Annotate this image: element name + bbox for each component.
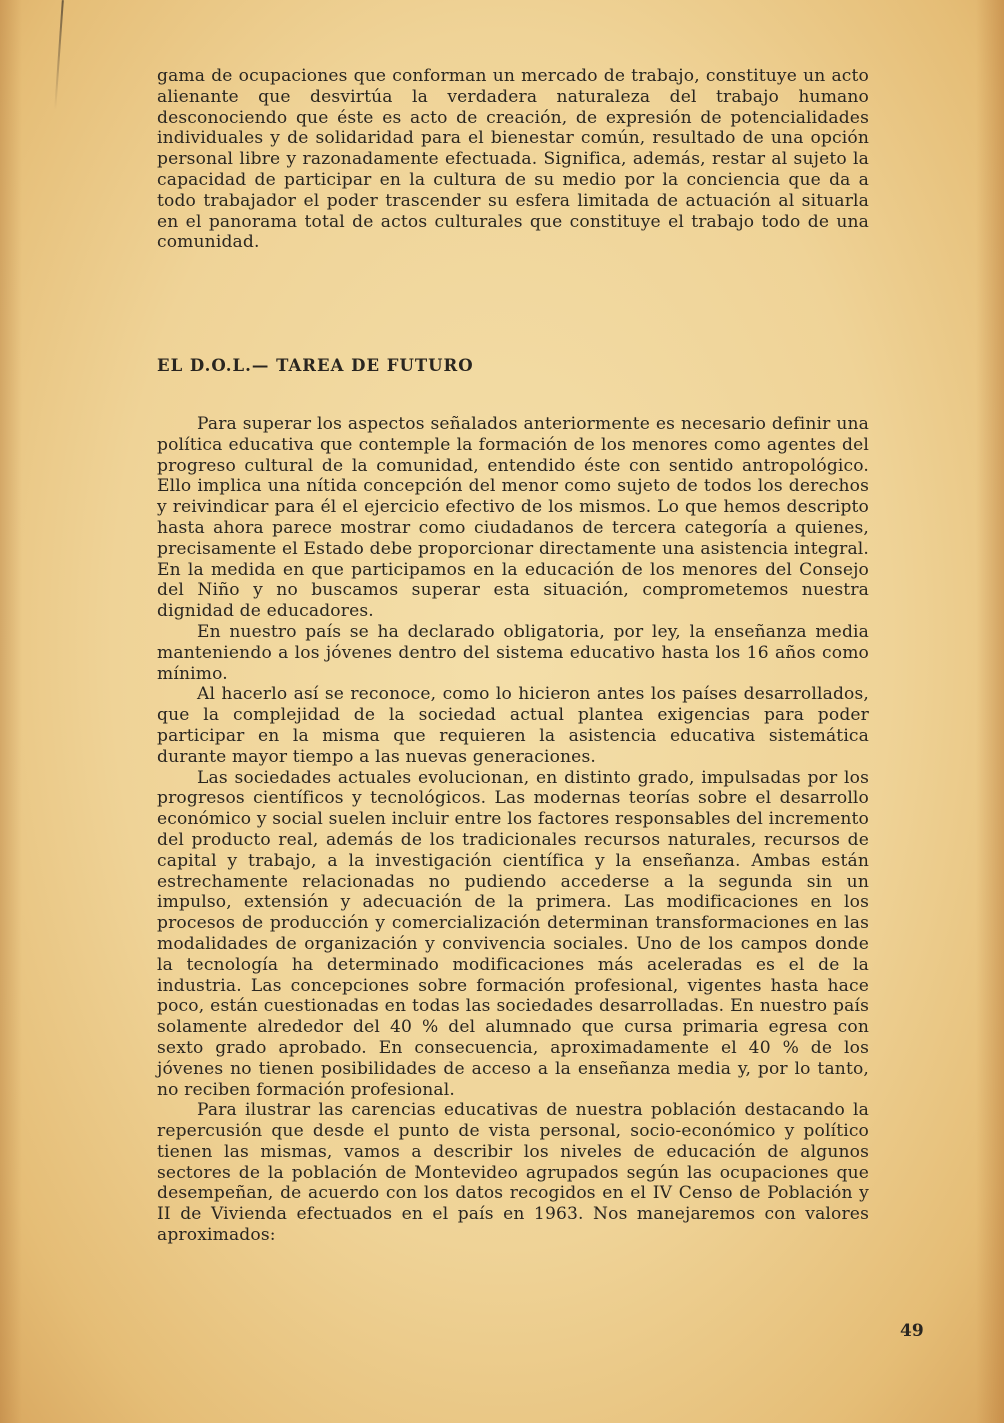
body-paragraph-4: Las sociedades actuales evolucionan, en distinto grado, impulsadas por los progresos científicos y tecnológicos. Las modernas teorías sobre el desarrollo económico y social suelen incluir entre los factores responsables del incremento del producto real, además de los tradicionales recursos naturales, recursos de capital y trabajo, a la investigación científica y la enseñanza. Ambas están estrechamente relacionadas no pudiendo accederse a la segunda sin un impulso, extensión y adecuación de la primera. Las modificaciones en los procesos de producción y comercialización determinan transformaciones en las modalidades de organización y convivencia sociales. Uno de los campos donde la tecnología ha determinado modificaciones más aceleradas es el de la industria. Las concepciones sobre formación profesional, vigentes hasta hace poco, están cuestionadas en todas las sociedades desarrolladas. En nuestro país solamente alrededor del 40 % del alumnado que cursa primaria egresa con sexto grado aprobado. En consecuencia, aproximadamente el 40 % de los jóvenes no tienen posibilidades de acceso a la enseñanza media y, por lo tanto, no reciben formación profesional. bbox=[157, 767, 869, 1100]
page-number: 49 bbox=[900, 1321, 924, 1341]
body-paragraph-3: Al hacerlo así se reconoce, como lo hicieron antes los países desarrollados, que la complejidad de la sociedad actual plantea exigencias para poder participar en la misma que requieren la asistencia educativa sistemática durante mayor tiempo a las nuevas generaciones. bbox=[157, 684, 869, 767]
body-paragraph-1: Para superar los aspectos señalados anteriormente es necesario definir una política educativa que contemple la formación de los menores como agentes del progreso cultural de la comunidad, entendido éste con sentido antropológico. Ello implica una nítida concepción del menor como sujeto de todos los derechos y reivindicar para él el ejercicio efectivo de los mismos. Lo que hemos descripto hasta ahora parece mostrar como ciudadanos de tercera categoría a quienes, precisamente el Estado debe proporcionar directamente una asistencia integral. En la medida en que participamos en la educación de los menores del Consejo del Niño y no buscamos superar esta situación, comprometemos nuestra dignidad de educadores. bbox=[157, 414, 869, 622]
paper-crease bbox=[54, 0, 64, 110]
section-body bbox=[157, 414, 869, 1246]
intro-paragraph: gama de ocupaciones que conforman un mercado de trabajo, constituye un acto alienante que desvirtúa la verdadera naturaleza del trabajo humano desconociendo que éste es acto de creación, de expresión de potencialidades individuales y de solidaridad para el bienestar común, resultado de una opción personal libre y razonadamente efectuada. Significa, además, restar al sujeto la capacidad de participar en la cultura de su medio por la conciencia que da a todo trabajador el poder trascender su esfera limitada de actuación al situarla en el panorama total de actos culturales que constituye el trabajo todo de una comunidad. bbox=[157, 66, 869, 253]
intro-block bbox=[157, 66, 869, 253]
page-edge-left bbox=[0, 0, 22, 1423]
page-edge-right bbox=[976, 0, 1004, 1423]
body-paragraph-5: Para ilustrar las carencias educativas de nuestra población destacando la repercusión que desde el punto de vista personal, socio-económico y político tienen las mismas, vamos a describir los niveles de educación de algunos sectores de la población de Montevideo agrupados según las ocupaciones que desempeñan, de acuerdo con los datos recogidos en el IV Censo de Población y II de Vivienda efectuados en el país en 1963. Nos manejaremos con valores aproximados: bbox=[157, 1100, 869, 1246]
section-heading: EL D.O.L.— TAREA DE FUTURO bbox=[157, 356, 474, 375]
body-paragraph-2: En nuestro país se ha declarado obligatoria, por ley, la enseñanza media manteniendo a los jóvenes dentro del sistema educativo hasta los 16 años como mínimo. bbox=[157, 621, 869, 684]
